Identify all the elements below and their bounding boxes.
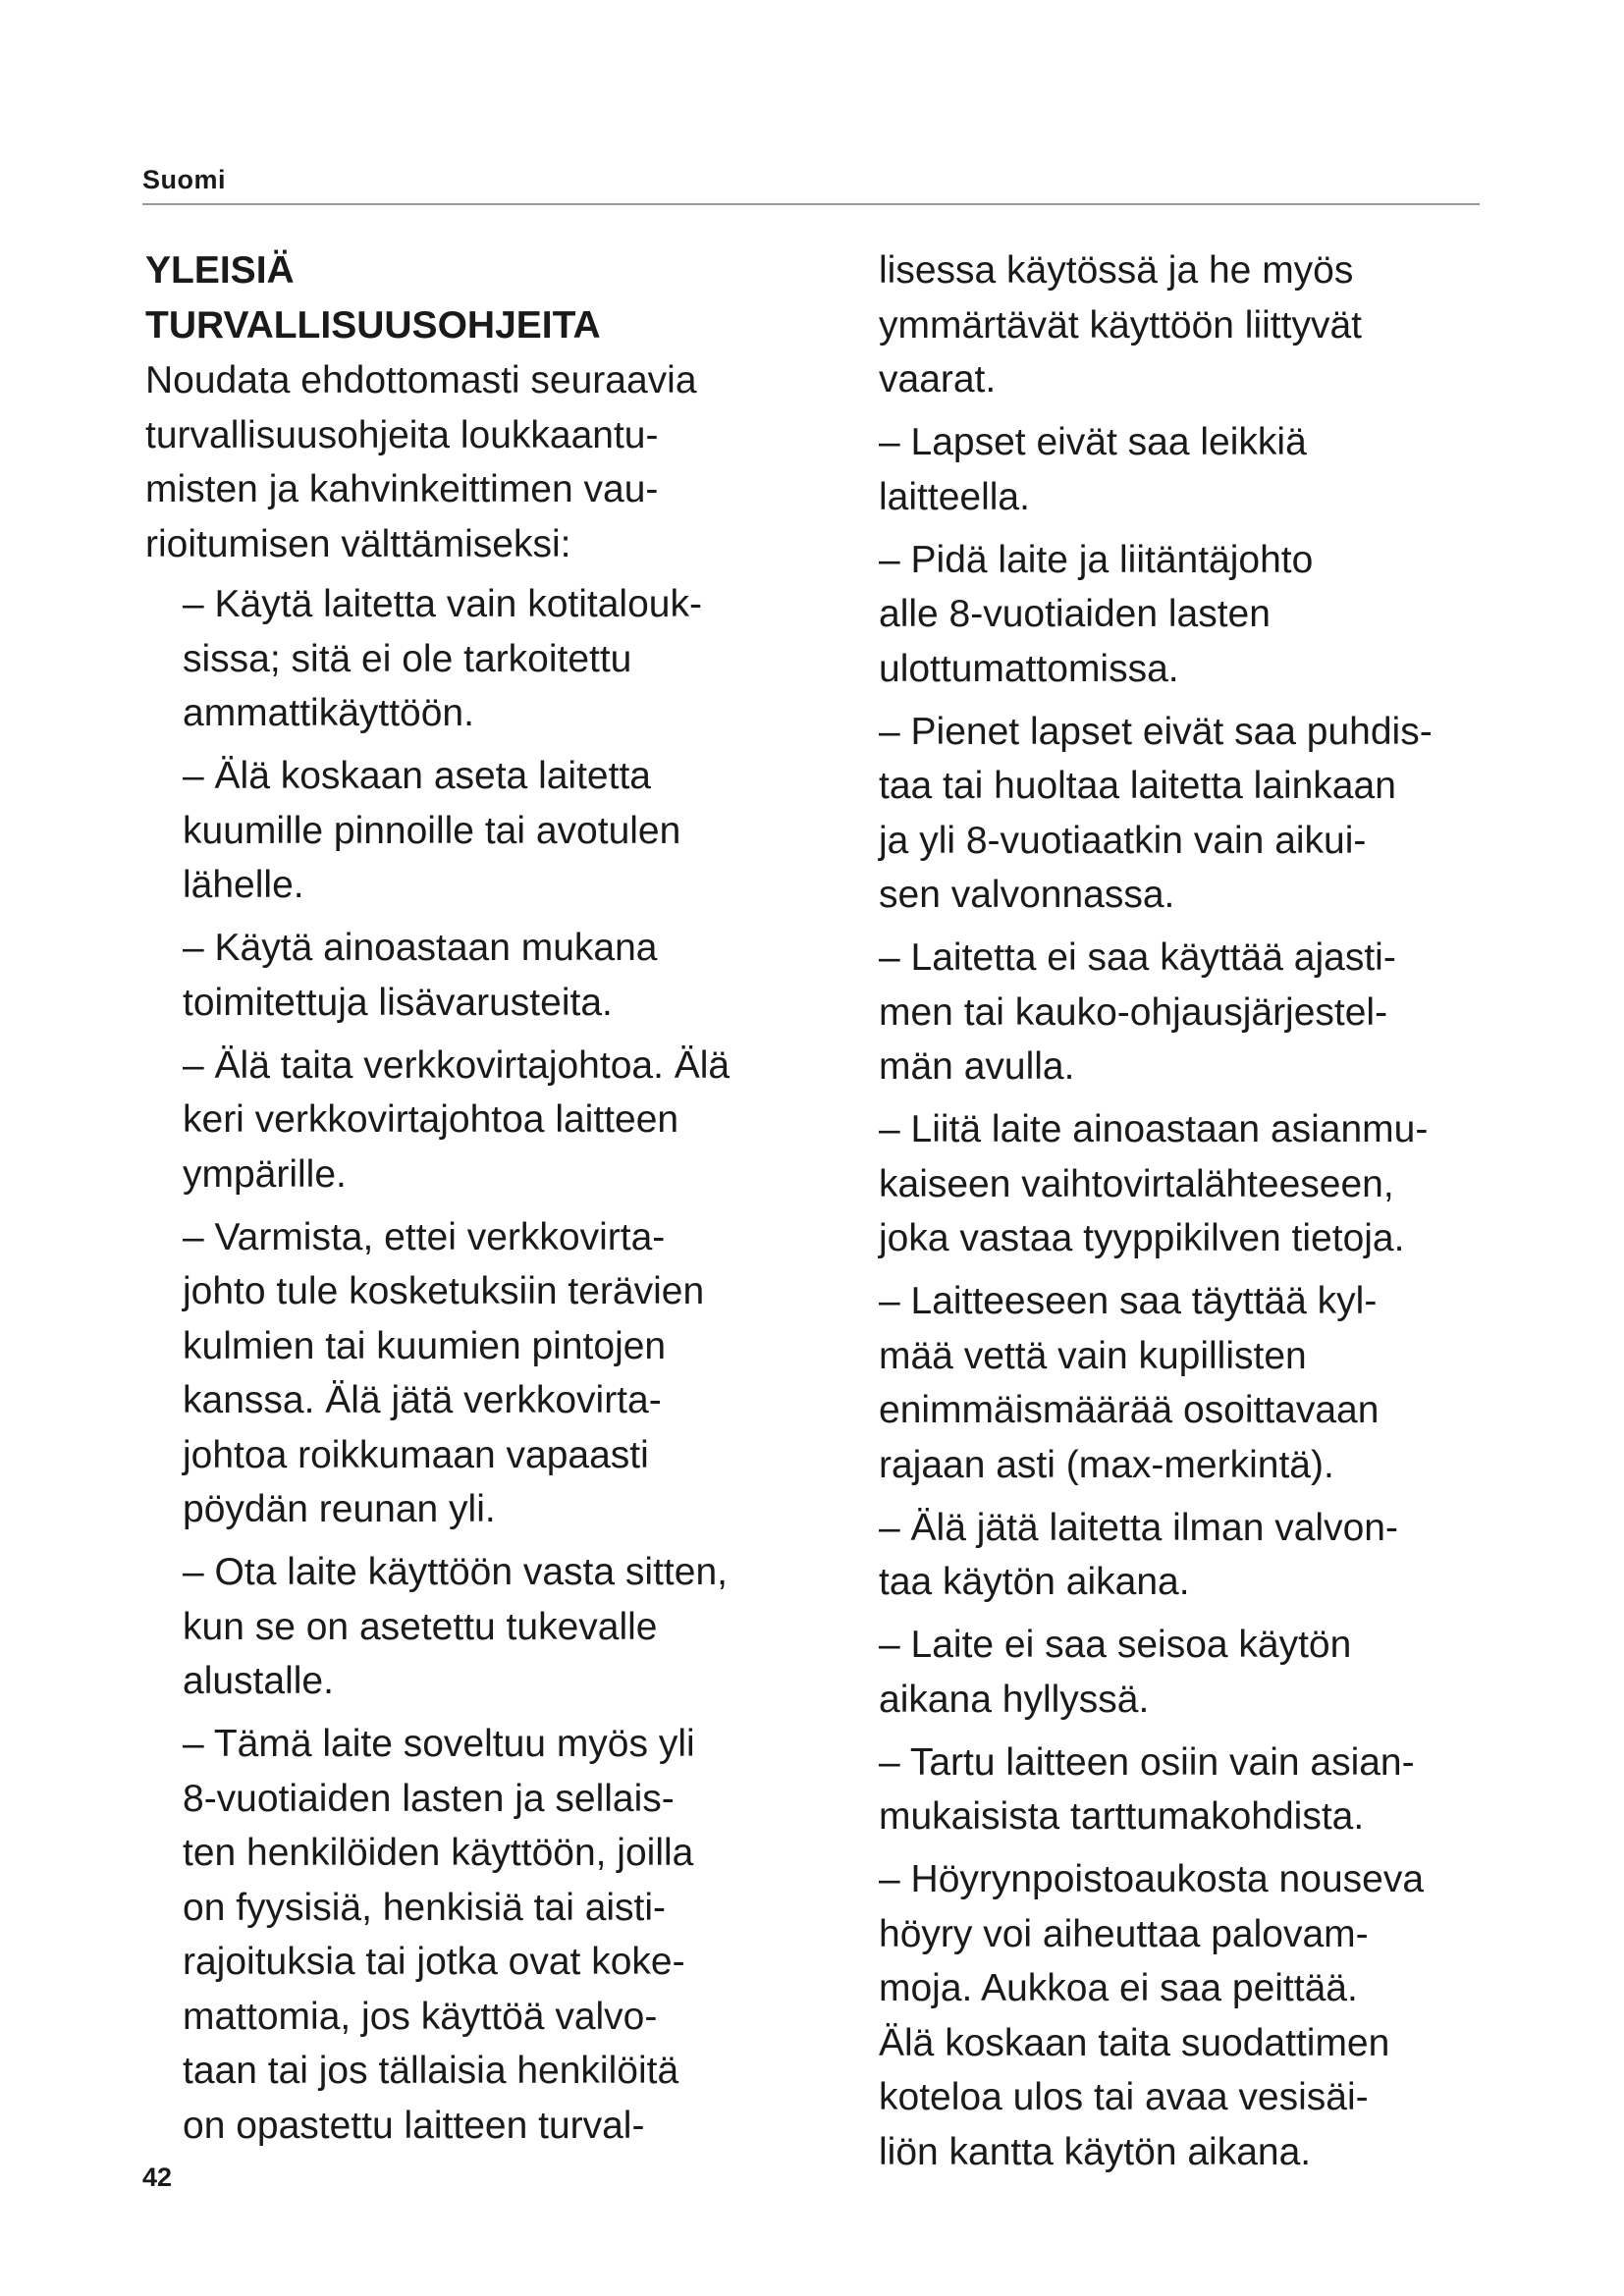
safety-instruction-item — [145, 1717, 852, 2153]
instruction-line: koteloa ulos tai avaa vesisäi- — [879, 2076, 1369, 2118]
title-line: TURVALLISUUSOHJEITA — [145, 304, 601, 347]
safety-instruction-item — [879, 1618, 1527, 1727]
safety-instruction-item — [145, 577, 852, 741]
instruction-line: kuumille pinnoille tai avotulen — [183, 809, 681, 852]
instruction-line: johtoa roikkumaan vapaasti — [183, 1433, 649, 1476]
instruction-line: moja. Aukkoa ei saa peittää. — [879, 1967, 1358, 2009]
instruction-line: men tai kauko-ohjausjärjestel- — [879, 990, 1388, 1034]
instruction-line: – Älä koskaan aseta laitetta — [183, 755, 651, 797]
instruction-line: ulottumattomissa. — [879, 647, 1179, 690]
instruction-line: ympärille. — [183, 1152, 347, 1196]
safety-instruction-item — [879, 415, 1527, 524]
instruction-line: – Käytä laitetta vain kotitalouk- — [183, 583, 702, 625]
intro-line: rioitumisen välttämiseksi: — [145, 522, 571, 565]
instruction-line: alustalle. — [183, 1660, 334, 1702]
safety-instruction-item — [879, 705, 1527, 923]
instruction-line: – Höyrynpoistoaukosta nouseva — [879, 1858, 1425, 1900]
instruction-line: ja yli 8-vuotiaatkin vain aikui- — [879, 819, 1367, 862]
instruction-line: on opastettu laitteen turval- — [183, 2104, 645, 2147]
instruction-line: toimitettuja lisävarusteita. — [183, 981, 613, 1024]
instruction-line: lähelle. — [183, 864, 304, 906]
safety-instruction-item — [879, 1102, 1527, 1266]
left-column — [145, 243, 852, 2162]
instruction-line: – Pidä laite ja liitäntäjohto — [879, 538, 1314, 581]
instruction-line: enimmäismäärää osoittavaan — [879, 1389, 1380, 1431]
instruction-line: ten henkilöiden käyttöön, joilla — [183, 1832, 694, 1874]
left-safety-list — [145, 577, 852, 2153]
instruction-line: kun se on asetettu tukevalle — [183, 1605, 658, 1648]
right-safety-list — [879, 243, 1527, 2179]
page-number: 42 — [142, 2163, 173, 2192]
instruction-line: kaiseen vaihtovirtalähteeseen, — [879, 1162, 1394, 1205]
title-line: YLEISIÄ — [145, 249, 295, 292]
instruction-line: johto tule kosketuksiin terävien — [183, 1270, 705, 1312]
right-column — [879, 243, 1527, 2188]
instruction-line: – Liitä laite ainoastaan asianmu- — [879, 1108, 1429, 1150]
safety-instruction-item — [145, 921, 852, 1030]
safety-instruction-item — [145, 1545, 852, 1709]
safety-instruction-item — [879, 243, 1527, 407]
instruction-line: taan tai jos tällaisia henkilöitä — [183, 2050, 679, 2092]
section-language-label: Suomi — [142, 165, 227, 194]
instruction-line: sissa; sitä ei ole tarkoitettu — [183, 637, 632, 680]
instruction-line: – Pienet lapset eivät saa puhdis- — [879, 710, 1433, 753]
instruction-line: höyry voi aiheuttaa palovam- — [879, 1912, 1369, 1955]
instruction-line: mattomia, jos käyttöä valvo- — [183, 1995, 658, 2038]
instruction-line: – Tartu laitteen osiin vain asian- — [879, 1740, 1415, 1784]
safety-instruction-item — [879, 1735, 1527, 1844]
intro-line: misten ja kahvinkeittimen vau- — [145, 468, 659, 510]
instruction-line: sen valvonnassa. — [879, 874, 1175, 916]
safety-instruction-item — [145, 1039, 852, 1202]
intro-line: turvallisuusohjeita loukkaantu- — [145, 413, 659, 456]
safety-instruction-item — [879, 1274, 1527, 1492]
instruction-line: on fyysisiä, henkisiä tai aisti- — [183, 1886, 667, 1929]
instruction-line: – Älä taita verkkovirtajohtoa. Älä — [183, 1043, 731, 1087]
instruction-line: rajoituksia tai jotka ovat koke- — [183, 1941, 685, 1983]
instruction-line: taa tai huoltaa laitetta lainkaan — [879, 765, 1396, 807]
instruction-line: – Laitteeseen saa täyttää kyl- — [879, 1280, 1378, 1322]
instruction-line: kanssa. Älä jätä verkkovirta- — [183, 1379, 662, 1421]
instruction-line: – Lapset eivät saa leikkiä — [879, 421, 1307, 463]
instruction-line: – Käytä ainoastaan mukana — [183, 927, 658, 969]
safety-instruction-item — [879, 931, 1527, 1095]
instruction-line: liön kantta käytön aikana. — [879, 2130, 1312, 2173]
instruction-line: 8-vuotiaiden lasten ja sellais- — [183, 1777, 675, 1820]
instruction-line: vaarat. — [879, 358, 997, 400]
instruction-line: mää vettä vain kupillisten — [879, 1334, 1307, 1377]
instruction-line: män avulla. — [879, 1045, 1075, 1088]
instruction-line: alle 8-vuotiaiden lasten — [879, 593, 1271, 635]
safety-instruction-item — [879, 1852, 1527, 2179]
instruction-line: – Laitetta ei saa käyttää ajasti- — [879, 936, 1396, 979]
instruction-line: laitteella. — [879, 475, 1030, 518]
instruction-line: – Älä jätä laitetta ilman valvon- — [879, 1506, 1398, 1549]
instruction-line: rajaan asti (max-merkintä). — [879, 1443, 1334, 1486]
header-divider — [142, 203, 1480, 205]
safety-instruction-item — [145, 1210, 852, 1537]
instruction-line: kulmien tai kuumien pintojen — [183, 1324, 667, 1367]
instruction-line: keri verkkovirtajohtoa laitteen — [183, 1098, 679, 1141]
instruction-line: aikana hyllyssä. — [879, 1678, 1150, 1721]
instruction-line: – Laite ei saa seisoa käytön — [879, 1624, 1352, 1666]
safety-instruction-item — [879, 533, 1527, 697]
instruction-line: – Ota laite käyttöön vasta sitten, — [183, 1551, 728, 1593]
instruction-line: ammattikäyttöön. — [183, 692, 474, 734]
instruction-line: – Tämä laite soveltuu myös yli — [183, 1723, 695, 1765]
instruction-line: joka vastaa tyyppikilven tietoja. — [879, 1217, 1405, 1259]
safety-instruction-item — [879, 1501, 1527, 1610]
instruction-line: ymmärtävät käyttöön liittyvät — [879, 303, 1362, 347]
instruction-line: lisessa käytössä ja he myös — [879, 249, 1354, 292]
instruction-line: Älä koskaan taita suodattimen — [879, 2021, 1390, 2064]
intro-paragraph — [145, 353, 852, 571]
instruction-line: pöydän reunan yli. — [183, 1488, 496, 1530]
page-title — [145, 243, 852, 353]
safety-instruction-item — [145, 749, 852, 913]
instruction-line: – Varmista, ettei verkkovirta- — [183, 1215, 666, 1258]
instruction-line: mukaisista tarttumakohdista. — [879, 1795, 1365, 1838]
instruction-line: taa käytön aikana. — [879, 1561, 1190, 1603]
intro-line: Noudata ehdottomasti seuraavia — [145, 359, 697, 401]
